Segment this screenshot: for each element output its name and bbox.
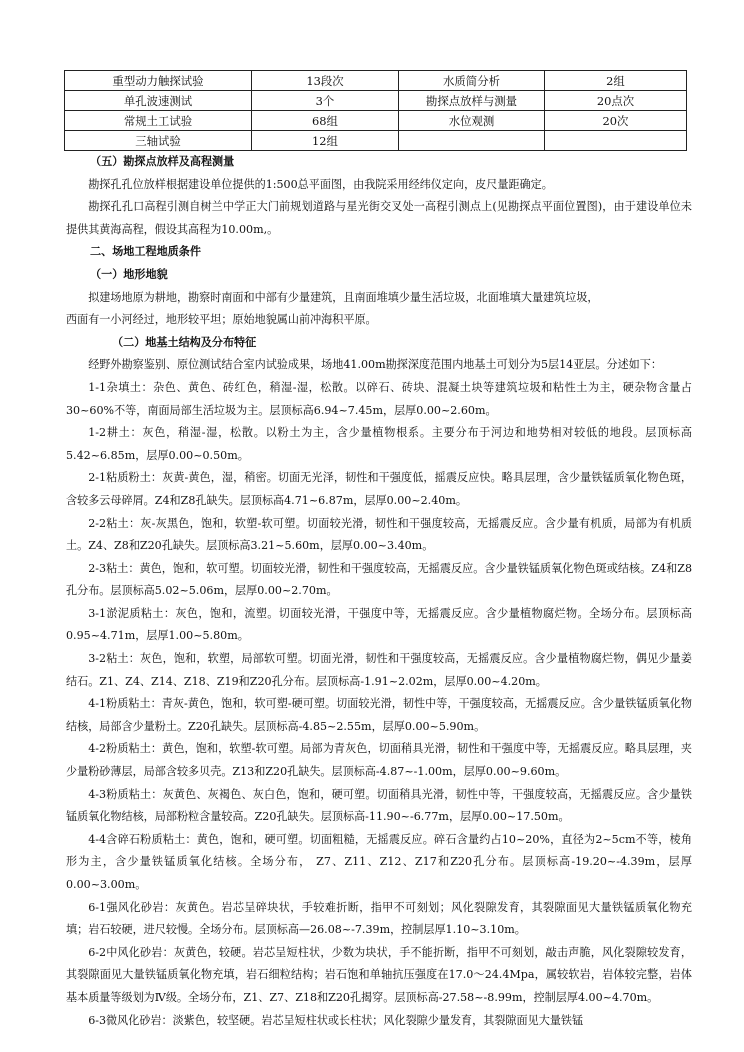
soil-layer-paragraph: 4-1粉质粘土：青灰-黄色，饱和，软可塑-硬可塑。切面较光滑，韧性中等，干强度较高，无摇震反应。含少量铁锰质氧化物结核，局部含少量粉土。Z20孔缺失。层顶标高-4.85~2.55m，层厚0.00~5.90m。 [66,697,692,733]
table-cell [545,131,687,151]
table-row [65,131,687,151]
soil-layer-paragraph: 4-3粉质粘土：灰黄色、灰褐色、灰白色，饱和，硬可塑。切面稍具光滑，韧性中等，干强度较高，无摇震反应。含少量铁锰质氧化物结核，局部粉粒含量较高。Z20孔缺失。层顶标高-11.90~-6.77m，层厚0.00~17.50m。 [66,787,692,824]
paragraph: 西面有一小河经过，地形较平坦；原始地貌属山前冲海积平原。 [66,313,377,327]
table-cell: 68组 [252,111,399,131]
section-heading: （五）勘探点放样及高程测量 [90,155,235,168]
soil-layer-paragraph: 3-2粘土：灰色，饱和，软塑，局部软可塑。切面光滑，韧性和干强度较高，无摇震反应。含少量植物腐烂物，偶见少量姜结石。Z1、Z4、Z14、Z18、Z19和Z20孔分布。层顶标高-1.91~2.02m，层厚0.00~4.20m。 [66,652,692,688]
soil-layer-paragraph: 1-1杂填土：杂色、黄色、砖红色，稍湿-湿，松散。以碎石、砖块、混凝土块等建筑垃圾和粘性土为主，硬杂物含量占30~60%不等，南面局部生活垃圾为主。层顶标高6.94~7.45m，层厚0.00~2.60m。 [66,380,692,417]
paragraph: 勘探孔孔位放样根据建设单位提供的1:500总平面图，由我院采用经纬仪定向，皮尺量距确定。 [88,177,553,191]
table-cell: 水位观测 [399,111,545,131]
soil-layer-paragraph: 1-2耕土：灰色，稍湿-湿，松散。以粉土为主，含少量植物根系。主要分布于河边和地势相对较低的地段。层顶标高5.42~6.85m，层厚0.00~0.50m。 [66,426,692,462]
paragraph: 勘探孔孔口高程引测自树兰中学正大门前规划道路与星光街交叉处一高程引测点上(见勘探点平面位置图)，由于建设单位未提供其黄海高程，假设其高程为10.00m,。 [66,200,692,236]
table-row [65,91,687,111]
section-heading: 二、场地工程地质条件 [90,245,201,259]
soil-layer-paragraph: 3-1淤泥质粘土：灰色，饱和，流塑。切面较光滑，干强度中等，无摇震反应。含少量植物腐烂物。全场分布。层顶标高0.95~4.71m，层厚1.00~5.80m。 [66,606,692,643]
table-cell: 重型动力触探试验 [65,71,252,91]
table-cell: 12组 [252,131,399,151]
table-cell: 13段次 [252,71,399,91]
table-row [65,111,687,131]
table-cell: 常规土工试验 [65,111,252,131]
table-cell: 20次 [545,111,687,131]
soil-layer-paragraph: 2-1粘质粉土：灰黄-黄色，湿，稍密。切面无光泽，韧性和干强度低，摇震反应快。略具层理，含少量铁锰质氧化物色斑，含较多云母碎屑。Z4和Z8孔缺失。层顶标高4.71~6.87m，层厚0.00~2.40m。 [66,471,692,507]
table-cell [399,131,545,151]
paragraph: 经野外勘察鉴别、原位测试结合室内试验成果，场地41.00m勘探深度范围内地基土可划分为5层14亚层。分述如下： [88,358,662,372]
table-cell: 三轴试验 [65,131,252,151]
survey-workload-table [64,70,687,151]
soil-layer-paragraph: 6-3微风化砂岩：淡紫色，较坚硬。岩芯呈短柱状或长柱状；风化裂隙少量发育，其裂隙面见大量铁锰 [88,1013,584,1027]
section-heading: （二）地基土结构及分布特征 [112,335,257,349]
document-body [66,151,692,1032]
table-cell: 水质简分析 [399,71,545,91]
table-cell: 20点次 [545,91,687,111]
soil-layer-paragraph: 4-4含碎石粉质粘土：黄色，饱和，硬可塑。切面粗糙，无摇震反应。碎石含量约占10~20%，直径为2~5cm不等，棱角形为主，含少量铁锰质氧化结核。全场分布， Z7、Z11、Z12、Z17和Z20孔分布。层顶标高-19.20~-4.39m，层厚0.00~3.00m。 [66,832,692,891]
table-cell: 单孔波速测试 [65,91,252,111]
table-cell: 2组 [545,71,687,91]
paragraph: 拟建场地原为耕地，勘察时南面和中部有少量建筑，且南面堆填少量生活垃圾，北面堆填大量建筑垃圾， [88,290,599,304]
soil-layer-paragraph: 4-2粉质粘土：黄色，饱和，软塑-软可塑。局部为青灰色，切面稍具光滑，韧性和干强度中等，无摇震反应。略具层理，夹少量粉砂薄层，局部含较多贝壳。Z13和Z20孔缺失。层顶标高-4.87~-1.00m，层厚0.00~9.60m。 [66,742,692,779]
table-cell: 3个 [252,91,399,111]
soil-layer-paragraph: 2-3粘土：黄色，饱和，软可塑。切面较光滑，韧性和干强度较高，无摇震反应。含少量铁锰质氧化物色斑或结核。Z4和Z8孔分布。层顶标高5.02~5.06m，层厚0.00~2.70m。 [66,561,692,598]
soil-layer-paragraph: 6-2中风化砂岩：灰黄色，较硬。岩芯呈短柱状，少数为块状，手不能折断，指甲不可刻划，敲击声脆，风化裂隙较发育，其裂隙面见大量铁锰质氧化物充填，岩石细粒结构；岩石饱和单轴抗压强度在17.0～24.4Mpa，属较软岩，岩体较完整，岩体基本质量等级划为Ⅳ级。全场分布，Z1、Z7、Z18和Z20孔揭穿。层顶标高-27.58~-8.99m，控制层厚4.00~4.70m。 [66,945,692,1004]
section-heading: （一）地形地貌 [90,267,168,281]
soil-layer-paragraph: 2-2粘土：灰-灰黑色，饱和，软塑-软可塑。切面较光滑，韧性和干强度较高，无摇震反应。含少量有机质，局部为有机质土。Z4、Z8和Z20孔缺失。层顶标高3.21~5.60m，层厚0.00~3.40m。 [66,516,692,553]
soil-layer-paragraph: 6-1强风化砂岩：灰黄色。岩芯呈碎块状，手较难折断，指甲不可刻划；风化裂隙发育，其裂隙面见大量铁锰质氧化物充填；岩石较硬，进尺较慢。全场分布。层顶标高—26.08~-7.39m，控制层厚1.10~3.10m。 [66,900,692,937]
table-row [65,71,687,91]
table-cell: 勘探点放样与测量 [399,91,545,111]
